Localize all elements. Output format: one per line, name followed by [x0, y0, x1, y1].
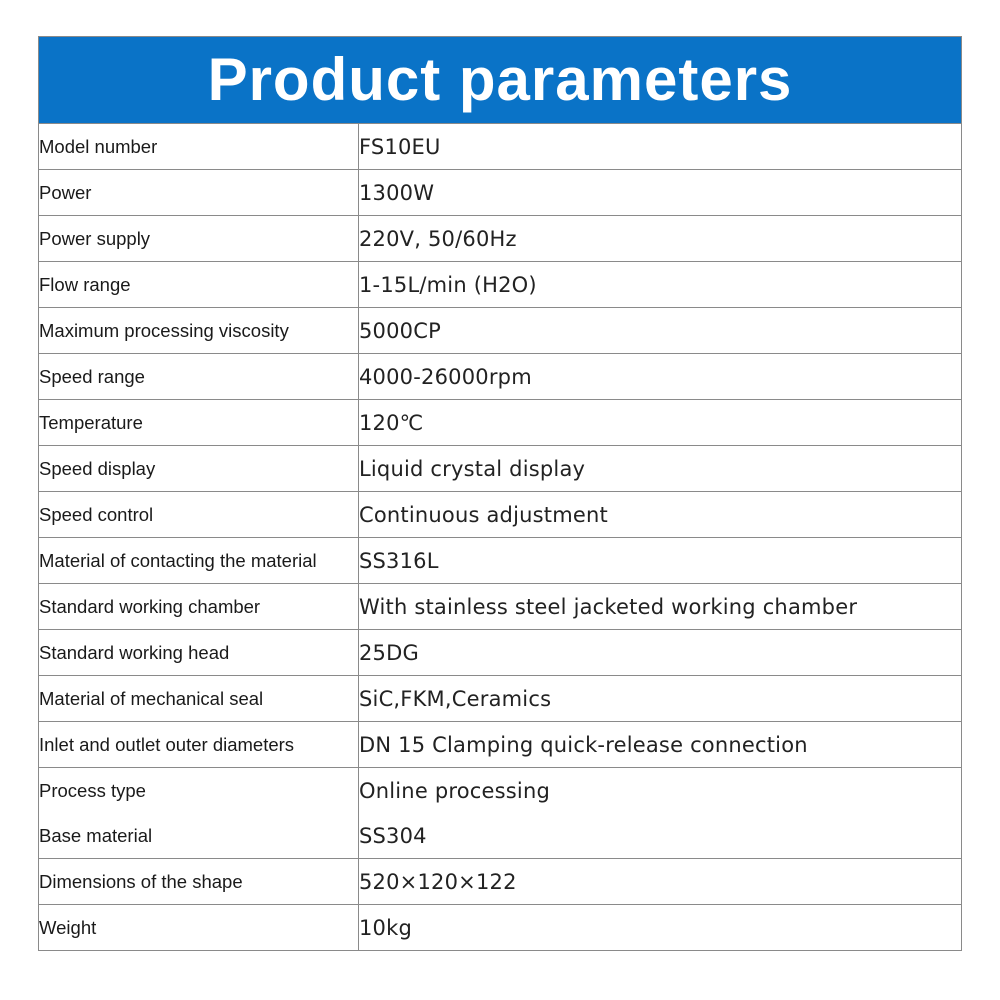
table-row — [39, 768, 961, 814]
row-label: Speed display — [39, 446, 359, 492]
table-row — [39, 124, 961, 170]
table-row — [39, 584, 961, 630]
parameters-table — [39, 124, 961, 950]
table-row — [39, 813, 961, 859]
table-row — [39, 446, 961, 492]
row-label: Inlet and outlet outer diameters — [39, 722, 359, 768]
table-row — [39, 859, 961, 905]
row-value: Liquid crystal display — [359, 446, 962, 492]
row-label: Material of mechanical seal — [39, 676, 359, 722]
table-row — [39, 308, 961, 354]
row-value: FS10EU — [359, 134, 441, 159]
row-value: SS316L — [359, 538, 962, 584]
table-row — [39, 216, 961, 262]
row-value: 1300W — [359, 170, 962, 216]
row-value: 4000-26000rpm — [359, 354, 962, 400]
table-row — [39, 262, 961, 308]
row-value: SiC,FKM,Ceramics — [359, 676, 962, 722]
row-value: DN 15 Clamping quick-release connection — [359, 722, 962, 768]
row-value: 5000CP — [359, 308, 962, 354]
row-label: Standard working chamber — [39, 584, 359, 630]
row-value: 520×120×122 — [359, 859, 962, 905]
row-label: Weight — [39, 905, 359, 951]
row-label: Process type — [39, 768, 359, 814]
table-row — [39, 400, 961, 446]
row-label: Base material — [39, 813, 359, 859]
table-row — [39, 722, 961, 768]
table-header — [39, 37, 961, 124]
row-value: 1-15L/min (H2O) — [359, 262, 962, 308]
table-row — [39, 354, 961, 400]
row-label: Maximum processing viscosity — [39, 308, 359, 354]
row-label: Temperature — [39, 400, 359, 446]
row-label: Flow range — [39, 262, 359, 308]
row-label: Power — [39, 170, 359, 216]
row-label: Speed range — [39, 354, 359, 400]
table-row — [39, 538, 961, 584]
row-value: SS304 — [359, 823, 427, 848]
row-label: Speed control — [39, 492, 359, 538]
row-label: Material of contacting the material — [39, 538, 359, 584]
row-label: Model number — [39, 124, 359, 170]
table-row — [39, 905, 961, 951]
table-row — [39, 492, 961, 538]
table-row — [39, 170, 961, 216]
row-value: 120℃ — [359, 400, 962, 446]
row-label: Power supply — [39, 216, 359, 262]
row-value: 220V, 50/60Hz — [359, 216, 962, 262]
page-title: Product parameters — [207, 46, 793, 113]
row-label: Standard working head — [39, 630, 359, 676]
row-value: Online processing — [359, 768, 962, 814]
product-parameters-table — [38, 36, 962, 951]
row-value: With stainless steel jacketed working chamber — [359, 584, 962, 630]
table-row — [39, 676, 961, 722]
row-value: 10kg — [359, 905, 962, 951]
row-value: 25DG — [359, 630, 962, 676]
row-label: Dimensions of the shape — [39, 859, 359, 905]
table-row — [39, 630, 961, 676]
row-value: Continuous adjustment — [359, 492, 962, 538]
